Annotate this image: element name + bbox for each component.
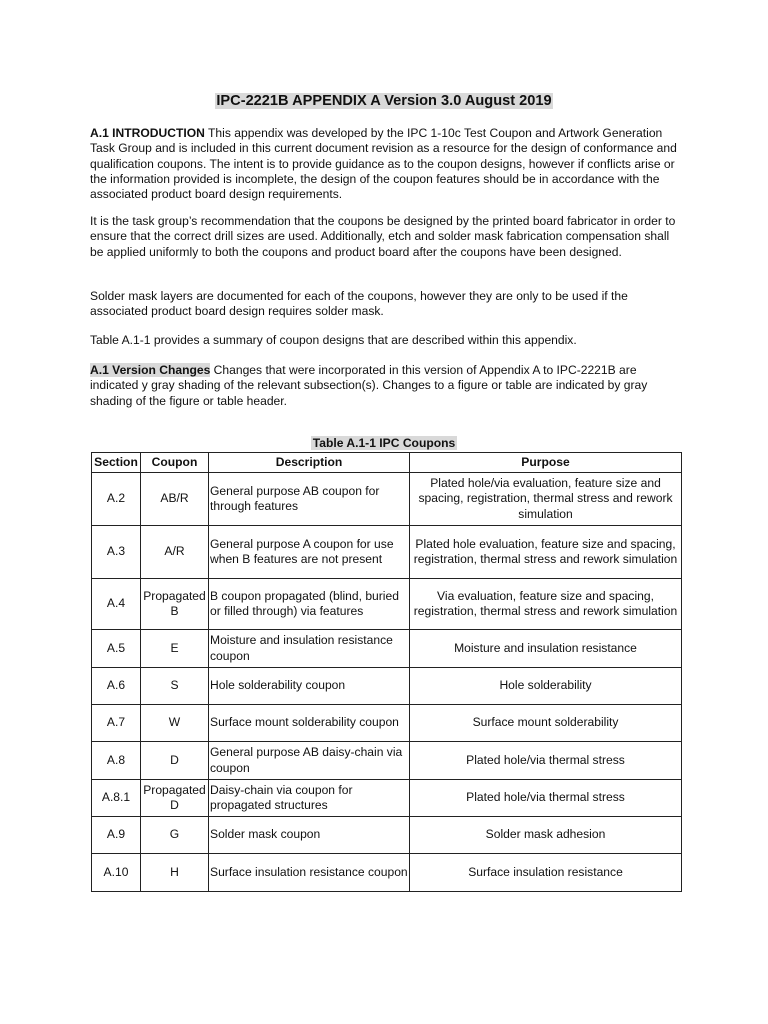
table-caption: Table A.1-1 IPC Coupons	[312, 436, 456, 450]
table-row	[92, 630, 682, 668]
page-title: IPC-2221B APPENDIX A Version 3.0 August 2019	[216, 93, 552, 109]
cell-description: B coupon propagated (blind, buried or filled through) via features	[209, 579, 410, 630]
cell-section: A.3	[92, 526, 141, 579]
cell-description: General purpose A coupon for use when B features are not present	[209, 526, 410, 579]
cell-section: A.8	[92, 742, 141, 780]
cell-coupon: A/R	[141, 526, 209, 579]
recommendation-paragraph: It is the task group’s recommendation that the coupons be designed by the printed board fabricator in order to ensure that the correct drill sizes are used. Additionally, etch and solder mask fabrication compensation shall be applied uniformly to both the coupons and product board after the coupons have been designed.	[90, 214, 676, 259]
table-row	[92, 526, 682, 579]
cell-purpose: Moisture and insulation resistance	[410, 630, 682, 668]
cell-section: A.5	[92, 630, 141, 668]
table-row	[92, 817, 682, 854]
table-row	[92, 579, 682, 630]
cell-purpose: Hole solderability	[410, 668, 682, 705]
intro-text: This appendix was developed by the IPC 1-10c Test Coupon and Artwork Generation Task Group and is included in this current document revision as a resource for the design of conformance and qualification coupons. The intent is to provide guidance as to the coupon designs, however if conflicts arise or the information provided is incomplete, the design of the coupon features should be in accordance with the associated product board design requirements.	[90, 126, 677, 202]
cell-description: Surface insulation resistance coupon	[209, 854, 410, 892]
cell-section: A.10	[92, 854, 141, 892]
cell-description: Solder mask coupon	[209, 817, 410, 854]
table-row	[92, 742, 682, 780]
cell-coupon: E	[141, 630, 209, 668]
cell-section: A.6	[92, 668, 141, 705]
cell-purpose: Surface mount solderability	[410, 705, 682, 742]
table-row	[92, 668, 682, 705]
cell-purpose: Plated hole/via evaluation, feature size and spacing, registration, thermal stress and rework simulation	[410, 473, 682, 526]
cell-purpose: Via evaluation, feature size and spacing, registration, thermal stress and rework simulation	[410, 579, 682, 630]
intro-paragraph	[90, 126, 680, 202]
header-coupon: Coupon	[141, 453, 209, 473]
cell-description: Hole solderability coupon	[209, 668, 410, 705]
cell-description: General purpose AB coupon for through features	[209, 473, 410, 526]
cell-section: A.8.1	[92, 780, 141, 817]
header-section: Section	[92, 453, 141, 473]
cell-coupon: G	[141, 817, 209, 854]
cell-description: Surface mount solderability coupon	[209, 705, 410, 742]
cell-coupon: D	[141, 742, 209, 780]
cell-section: A.7	[92, 705, 141, 742]
cell-coupon: Propagated B	[141, 579, 209, 630]
cell-coupon: S	[141, 668, 209, 705]
cell-section: A.9	[92, 817, 141, 854]
intro-heading: A.1 INTRODUCTION	[90, 126, 205, 140]
solder-mask-paragraph: Solder mask layers are documented for each of the coupons, however they are only to be used if the associated product board design requires solder mask.	[90, 289, 628, 319]
table-header-row	[92, 453, 682, 473]
table-row	[92, 854, 682, 892]
table-row	[92, 780, 682, 817]
cell-section: A.2	[92, 473, 141, 526]
cell-purpose: Plated hole evaluation, feature size and spacing, registration, thermal stress and rework simulation	[410, 526, 682, 579]
table-summary-paragraph: Table A.1-1 provides a summary of coupon designs that are described within this appendix.	[90, 333, 577, 347]
cell-purpose: Solder mask adhesion	[410, 817, 682, 854]
cell-coupon: AB/R	[141, 473, 209, 526]
cell-section: A.4	[92, 579, 141, 630]
cell-purpose: Plated hole/via thermal stress	[410, 742, 682, 780]
cell-description: Daisy-chain via coupon for propagated structures	[209, 780, 410, 817]
version-changes-text: Changes that were incorporated in this version of Appendix A to IPC-2221B are indicated y gray shading of the relevant subsection(s). Changes to a figure or table are indicated by gray shading of the figure or table header.	[90, 363, 648, 408]
cell-description: Moisture and insulation resistance coupon	[209, 630, 410, 668]
cell-coupon: Propagated D	[141, 780, 209, 817]
version-changes-paragraph	[90, 363, 680, 409]
coupons-table	[91, 452, 682, 892]
header-purpose: Purpose	[410, 453, 682, 473]
table-row	[92, 473, 682, 526]
cell-purpose: Plated hole/via thermal stress	[410, 780, 682, 817]
cell-coupon: H	[141, 854, 209, 892]
cell-purpose: Surface insulation resistance	[410, 854, 682, 892]
version-changes-heading: A.1 Version Changes	[90, 363, 211, 377]
cell-coupon: W	[141, 705, 209, 742]
table-row	[92, 705, 682, 742]
cell-description: General purpose AB daisy-chain via coupon	[209, 742, 410, 780]
header-description: Description	[209, 453, 410, 473]
